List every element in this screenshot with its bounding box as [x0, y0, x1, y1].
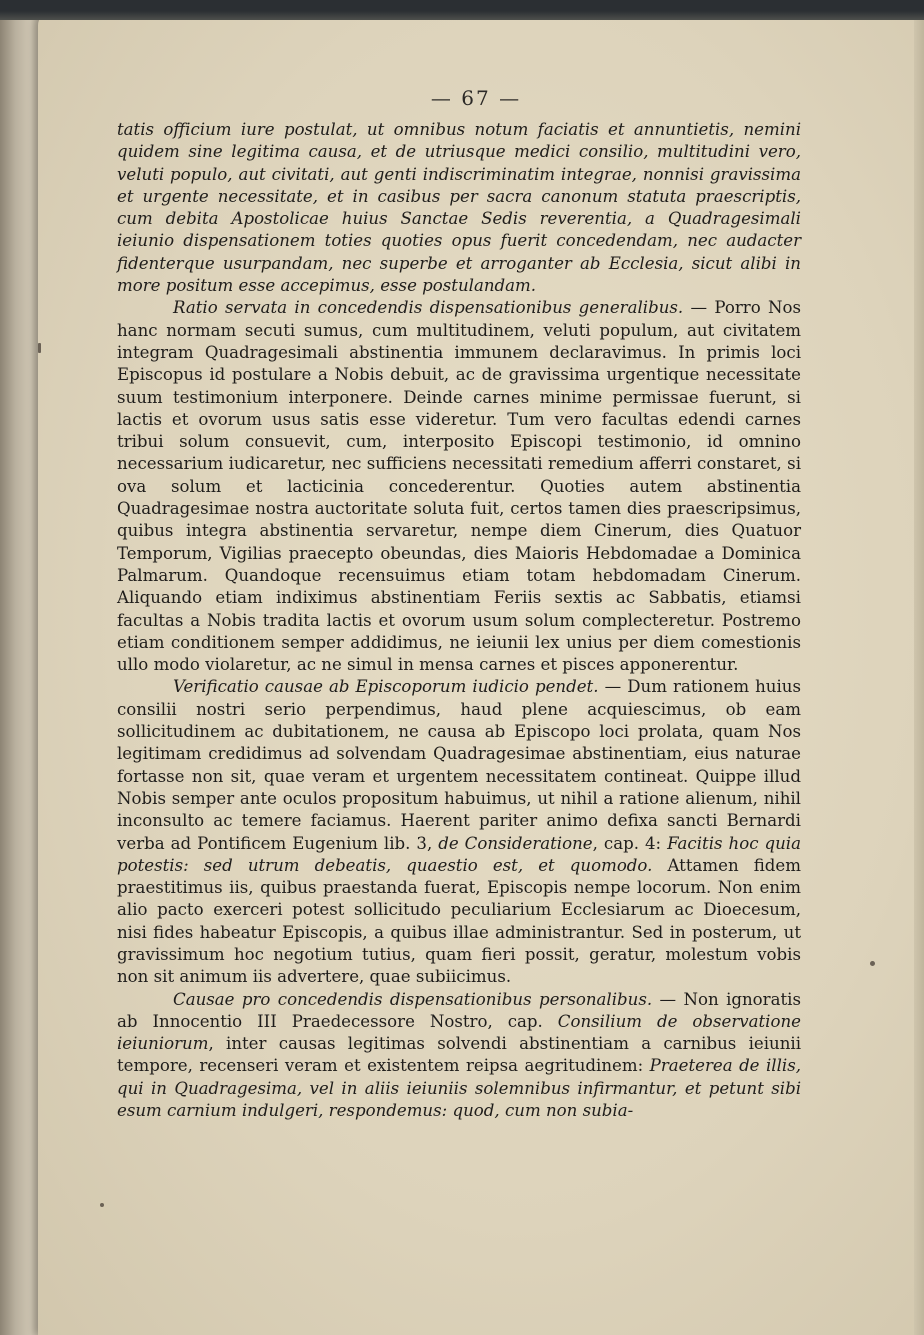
ink-speck [100, 1203, 104, 1207]
text-run: Attamen fidem praestitimus iis, quibus praestanda fuerat, Episcopis nempe locorum. Non enim alio pacto exerceri potest sollicitudo peculiarium Ecclesiarum ac Dioecesum, nisi fides habeatur Episcopis, a quibus illae administrantur. Sed in posterum, ut gravissimum hoc negotium tutius, quam fieri possit, geratur, molestum vobis non sit animum iis advertere, quae subiicimus. [117, 855, 801, 987]
ink-speck [870, 961, 875, 966]
section-heading: Ratio servata in concedendis dispensationibus generalibus. [173, 298, 684, 318]
quotation: Facitis hoc quia potestis: sed utrum debeatis, quaestio est, et quomodo. [117, 833, 801, 875]
work-title: de Consideratione [438, 833, 593, 853]
page-sheet [38, 8, 914, 1335]
paragraph-2 [117, 297, 801, 676]
scan-border [0, 0, 924, 20]
paragraph-4 [117, 989, 801, 1123]
page-number: — 67 — [430, 86, 522, 110]
text-run: — Dum rationem huius consilii nostri serio perpendimus, haud plene acquiescimus, ob eam sollicitudinem ac dubitationem, ne causa ab Episcopo loci prolata, quam Nos legitimam credidimus ad solvendam Quadragesimae abstinentiam, eius naturae fortasse non sit, quae veram et urgentem necessitatem contineat. Quippe illud Nobis semper ante oculos propositum habuimus, ut nihil a ratione alienum, nihil inconsulto ac temere faciamus. Haerent pariter animo defixa sancti Bernardi verba ad Pontificem Eugenium lib. 3, [117, 677, 801, 853]
section-heading: Causae pro concedendis dispensationibus personalibus. [173, 989, 653, 1009]
text-run: , inter causas legitimas solvendi abstinentiam a carnibus ieiunii tempore, recenseri veram et existentem reipsa aegritudinem: [117, 1034, 801, 1076]
work-title: Consilium de observatione ieiuniorum [117, 1011, 801, 1054]
quotation: Praeterea de illis, qui in Quadragesima, vel in aliis ieiuniis solemnibus infirmantur, et petunt sibi esum carnium indulgeri, respondemus: quod, cum non subia- [117, 1056, 801, 1121]
paragraph-3 [117, 676, 801, 988]
section-heading: Verificatio causae ab Episcoporum iudicio pendet. [173, 677, 599, 697]
paragraph-1 [117, 119, 801, 297]
text-run: — Porro Nos hanc normam secuti sumus, cum multitudinem, veluti populum, aut civitatem integram Quadragesimali abstinentia immunem declaravimus. In primis loci Episcopus id postulare a Nobis debuit, ac de gravissima urgentique necessitate suum testimonium interponere. Deinde carnes minime permissae fuerunt, si lactis et ovorum usus satis esse videretur. Tum vero facultas edendi carnes tribui solum consuevit, cum, interposito Episcopi testimonio, id omnino necessarium iudicaretur, nec sufficiens necessitati remedium afferri constaret, si ova solum et lacticinia concederentur. Quoties autem abstinentia Quadragesimae nostra auctoritate soluta fuit, certos tamen dies praescripsimus, quibus integra abstinentia servaretur, nempe diem Cinerum, dies Quatuor Temporum, Vigilias praecepto obeundas, dies Maioris Hebdomadae a Dominica Palmarum. Quandoque recensuimus etiam totam hebdomadam Cinerum. Aliquando etiam indiximus abstinentiam Feriis sextis ac Sabbatis, etiamsi facultas a Nobis tradita lactis et ovorum usum solum complecteretur. Postremo etiam conditionem semper addidimus, ne ieiunii lex unius per diem comestionis ullo modo violaretur, ac ne simul in mensa carnes et pisces apponerentur. [117, 298, 802, 675]
text-run: — Non ignoratis ab Innocentio III Praedecessore Nostro, cap. [117, 989, 801, 1031]
text-run: tatis officium iure postulat, ut omnibus notum faciatis et annuntietis, nemini quidem sine legitima causa, et de utriusque medici consilio, multitudini vero, veluti populo, aut civitati, aut genti indiscriminatim integrae, nonnisi gravissima et urgente necessitate, et in casibus per sacra canonum statuta praescriptis, cum debita Apostolicae huius Sanctae Sedis reverentia, a Quadragesimali ieiunio dispensationem toties quoties opus fuerit concedendam, nec audacter fidenterque usurpandam, nec superbe et arroganter ab Ecclesia, sicut alibi in more positum esse accepimus, esse postulandam. [117, 120, 801, 296]
page-edge [914, 0, 924, 1335]
text-run: , cap. 4: [592, 833, 668, 853]
ink-speck [38, 343, 41, 353]
body-text [117, 119, 801, 1122]
